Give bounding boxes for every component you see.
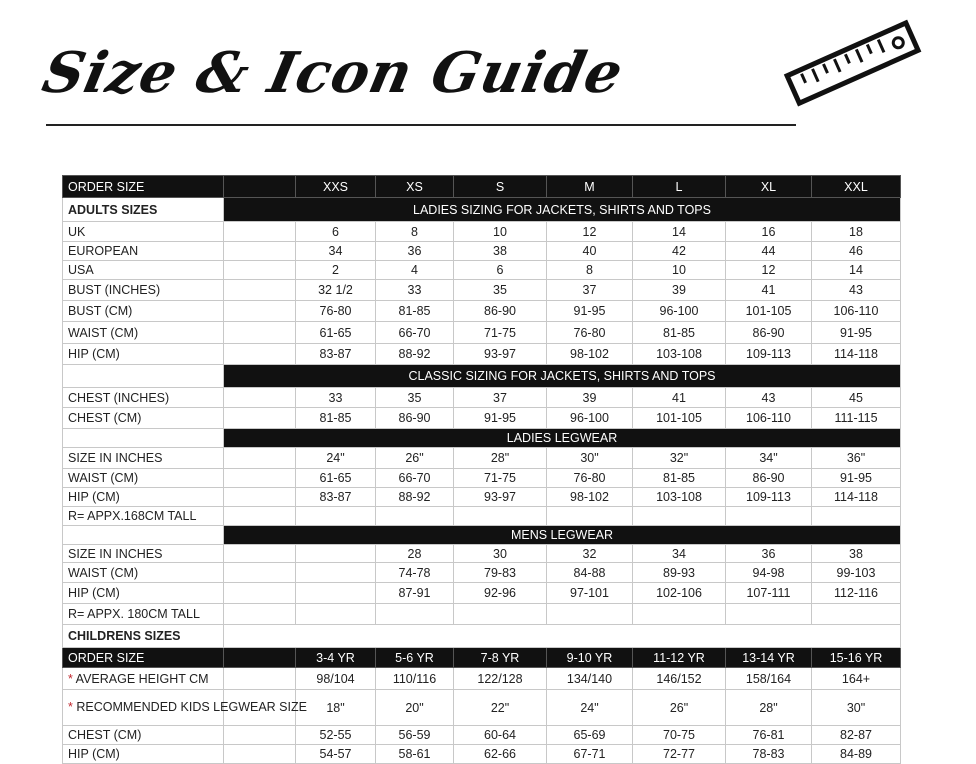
- value-cell: 88-92: [376, 344, 454, 365]
- value-cell: 8: [376, 222, 454, 242]
- table-row: [63, 322, 901, 344]
- row-label: [63, 690, 307, 726]
- value-cell: 109-113: [726, 344, 812, 365]
- value-cell: 41: [726, 280, 812, 301]
- value-cell: 93-97: [454, 344, 547, 365]
- value-cell: 107-111: [726, 583, 812, 604]
- section-band: CLASSIC SIZING FOR JACKETS, SHIRTS AND TOPS: [224, 365, 901, 388]
- table-row: [63, 448, 901, 469]
- size-header: XL: [726, 176, 812, 198]
- value-cell: [296, 545, 376, 563]
- ruler-icon: [778, 14, 928, 114]
- table-row: [63, 301, 901, 322]
- value-cell: 76-81: [726, 726, 812, 745]
- value-cell: 110/116: [376, 668, 454, 690]
- value-cell: 78-83: [726, 745, 812, 764]
- row-label: [63, 604, 224, 625]
- row-spacer: [224, 563, 296, 583]
- value-cell: 114-118: [812, 344, 901, 365]
- value-cell: [296, 563, 376, 583]
- value-cell: 91-95: [454, 408, 547, 429]
- table-row: [63, 222, 901, 242]
- value-cell: 32: [547, 545, 633, 563]
- row-label-text: CHEST (CM): [68, 411, 142, 425]
- row-spacer: [224, 726, 296, 745]
- row-label-text: CHEST (INCHES): [68, 390, 170, 405]
- row-label: [63, 280, 224, 301]
- row-label: [63, 408, 224, 429]
- size-header: 11-12 YR: [633, 648, 726, 668]
- value-cell: 35: [376, 388, 454, 408]
- table-row: [63, 469, 901, 488]
- value-cell: 66-70: [376, 469, 454, 488]
- value-cell: 12: [547, 222, 633, 242]
- table-row: [63, 507, 901, 526]
- value-cell: 101-105: [726, 301, 812, 322]
- row-label-text: BUST (INCHES): [68, 283, 161, 297]
- value-cell: [296, 604, 376, 625]
- value-cell: 34: [296, 242, 376, 261]
- row-label: [63, 301, 224, 322]
- value-cell: 20": [376, 690, 454, 726]
- value-cell: 91-95: [812, 322, 901, 344]
- size-header: 15-16 YR: [812, 648, 901, 668]
- value-cell: 28: [376, 545, 454, 563]
- value-cell: [454, 507, 547, 526]
- value-cell: 106-110: [726, 408, 812, 429]
- value-cell: 39: [547, 388, 633, 408]
- size-header: 3-4 YR: [296, 648, 376, 668]
- value-cell: 32": [633, 448, 726, 469]
- value-cell: 164+: [812, 668, 901, 690]
- value-cell: 96-100: [633, 301, 726, 322]
- value-cell: 10: [454, 222, 547, 242]
- value-cell: 71-75: [454, 469, 547, 488]
- value-cell: 28": [726, 690, 812, 726]
- value-cell: [454, 604, 547, 625]
- row-label: [63, 388, 224, 408]
- row-spacer: [224, 507, 296, 526]
- row-label-text: USA: [68, 263, 94, 277]
- table-row: [63, 526, 901, 545]
- order-size-label: ORDER SIZE: [63, 176, 224, 198]
- value-cell: 74-78: [376, 563, 454, 583]
- table-row: [63, 176, 901, 198]
- value-cell: 41: [633, 388, 726, 408]
- row-spacer: [224, 583, 296, 604]
- value-cell: 38: [454, 242, 547, 261]
- value-cell: 28": [454, 448, 547, 469]
- size-header: 7-8 YR: [454, 648, 547, 668]
- table-row: [63, 745, 901, 764]
- value-cell: 134/140: [547, 668, 633, 690]
- section-blank: [63, 429, 224, 448]
- value-cell: 44: [726, 242, 812, 261]
- table-row: [63, 726, 901, 745]
- table-row: [63, 365, 901, 388]
- value-cell: 60-64: [454, 726, 547, 745]
- row-spacer: [224, 388, 296, 408]
- table-row: [63, 604, 901, 625]
- value-cell: 91-95: [547, 301, 633, 322]
- value-cell: 81-85: [633, 322, 726, 344]
- value-cell: 37: [454, 388, 547, 408]
- value-cell: [633, 507, 726, 526]
- row-label: [63, 222, 224, 242]
- row-label: [63, 583, 224, 604]
- row-spacer: [224, 448, 296, 469]
- title-underline: [46, 124, 796, 126]
- table-row: [63, 280, 901, 301]
- row-spacer: [224, 301, 296, 322]
- value-cell: 43: [726, 388, 812, 408]
- row-label: [63, 545, 224, 563]
- value-cell: 26": [633, 690, 726, 726]
- value-cell: 111-115: [812, 408, 901, 429]
- section-heading: ADULTS SIZES: [63, 198, 224, 222]
- value-cell: 70-75: [633, 726, 726, 745]
- row-label-text: BUST (CM): [68, 304, 133, 318]
- asterisk-marker: *: [68, 700, 73, 714]
- value-cell: 30: [454, 545, 547, 563]
- value-cell: [376, 604, 454, 625]
- value-cell: 83-87: [296, 488, 376, 507]
- section-band: MENS LEGWEAR: [224, 526, 901, 545]
- size-header: S: [454, 176, 547, 198]
- value-cell: 34: [633, 545, 726, 563]
- row-spacer: [224, 604, 296, 625]
- value-cell: 65-69: [547, 726, 633, 745]
- value-cell: [726, 507, 812, 526]
- table-row: [63, 668, 901, 690]
- table-row: [63, 690, 901, 726]
- row-label-text: HIP (CM): [68, 586, 120, 600]
- value-cell: 71-75: [454, 322, 547, 344]
- value-cell: 83-87: [296, 344, 376, 365]
- value-cell: 98-102: [547, 344, 633, 365]
- value-cell: 30": [812, 690, 901, 726]
- value-cell: [812, 507, 901, 526]
- value-cell: 89-93: [633, 563, 726, 583]
- value-cell: 36: [376, 242, 454, 261]
- section-blank: [63, 526, 224, 545]
- asterisk-marker: *: [68, 671, 73, 686]
- value-cell: 114-118: [812, 488, 901, 507]
- section-blank: [63, 365, 224, 388]
- table-row: [63, 408, 901, 429]
- value-cell: 61-65: [296, 322, 376, 344]
- value-cell: [726, 604, 812, 625]
- value-cell: 92-96: [454, 583, 547, 604]
- row-spacer: [224, 469, 296, 488]
- value-cell: 45: [812, 388, 901, 408]
- value-cell: 103-108: [633, 344, 726, 365]
- value-cell: 46: [812, 242, 901, 261]
- row-label: [63, 322, 224, 344]
- value-cell: 96-100: [547, 408, 633, 429]
- value-cell: 94-98: [726, 563, 812, 583]
- value-cell: 86-90: [726, 322, 812, 344]
- value-cell: 99-103: [812, 563, 901, 583]
- value-cell: 62-66: [454, 745, 547, 764]
- row-label-text: R= APPX. 180CM TALL: [68, 607, 200, 621]
- value-cell: 122/128: [454, 668, 547, 690]
- value-cell: 102-106: [633, 583, 726, 604]
- value-cell: 76-80: [296, 301, 376, 322]
- row-spacer: [224, 242, 296, 261]
- value-cell: 12: [726, 261, 812, 280]
- table-row: [63, 388, 901, 408]
- value-cell: 158/164: [726, 668, 812, 690]
- value-cell: 146/152: [633, 668, 726, 690]
- row-label: [63, 469, 224, 488]
- value-cell: 112-116: [812, 583, 901, 604]
- section-band: LADIES SIZING FOR JACKETS, SHIRTS AND TOPS: [224, 198, 901, 222]
- value-cell: 106-110: [812, 301, 901, 322]
- size-header: L: [633, 176, 726, 198]
- value-cell: 87-91: [376, 583, 454, 604]
- value-cell: 101-105: [633, 408, 726, 429]
- value-cell: 14: [812, 261, 901, 280]
- value-cell: 79-83: [454, 563, 547, 583]
- row-spacer: [224, 408, 296, 429]
- value-cell: [296, 507, 376, 526]
- value-cell: 4: [376, 261, 454, 280]
- value-cell: 18: [812, 222, 901, 242]
- value-cell: 81-85: [296, 408, 376, 429]
- value-cell: 36": [812, 448, 901, 469]
- value-cell: 98/104: [296, 668, 376, 690]
- value-cell: 36: [726, 545, 812, 563]
- row-label: [63, 488, 224, 507]
- value-cell: 86-90: [376, 408, 454, 429]
- table-row: [63, 583, 901, 604]
- section-blank: [224, 625, 901, 648]
- value-cell: 76-80: [547, 469, 633, 488]
- value-cell: 72-77: [633, 745, 726, 764]
- size-header: XXL: [812, 176, 901, 198]
- table-row: [63, 344, 901, 365]
- value-cell: 30": [547, 448, 633, 469]
- row-label-text: UK: [68, 224, 86, 239]
- row-label-text: HIP (CM): [68, 490, 120, 504]
- row-label-text: HIP (CM): [68, 347, 120, 361]
- value-cell: 98-102: [547, 488, 633, 507]
- row-label: [63, 448, 224, 469]
- row-spacer: [224, 322, 296, 344]
- childrens-heading: CHILDRENS SIZES: [63, 625, 224, 648]
- value-cell: [547, 604, 633, 625]
- row-label-text: R= APPX.168CM TALL: [68, 509, 197, 523]
- value-cell: 86-90: [454, 301, 547, 322]
- row-label: [63, 344, 224, 365]
- table-row: [63, 625, 901, 648]
- value-cell: 6: [296, 222, 376, 242]
- row-label: [63, 668, 224, 690]
- size-header: 5-6 YR: [376, 648, 454, 668]
- row-label-text: RECOMMENDED KIDS LEGWEAR SIZE: [76, 700, 307, 714]
- value-cell: 8: [547, 261, 633, 280]
- value-cell: 22": [454, 690, 547, 726]
- size-header: M: [547, 176, 633, 198]
- row-spacer: [224, 280, 296, 301]
- value-cell: 10: [633, 261, 726, 280]
- value-cell: 86-90: [726, 469, 812, 488]
- row-label: [63, 507, 224, 526]
- value-cell: 38: [812, 545, 901, 563]
- row-spacer: [224, 488, 296, 507]
- table-row: [63, 198, 901, 222]
- value-cell: 103-108: [633, 488, 726, 507]
- value-cell: 2: [296, 261, 376, 280]
- header-spacer: [224, 176, 296, 198]
- value-cell: 81-85: [376, 301, 454, 322]
- table-row: [63, 242, 901, 261]
- row-label-text: WAIST (CM): [68, 565, 139, 580]
- value-cell: 88-92: [376, 488, 454, 507]
- size-header: 13-14 YR: [726, 648, 812, 668]
- row-spacer: [224, 745, 296, 764]
- section-band: LADIES LEGWEAR: [224, 429, 901, 448]
- value-cell: 93-97: [454, 488, 547, 507]
- value-cell: 82-87: [812, 726, 901, 745]
- value-cell: 26": [376, 448, 454, 469]
- value-cell: 76-80: [547, 322, 633, 344]
- value-cell: 16: [726, 222, 812, 242]
- value-cell: 39: [633, 280, 726, 301]
- row-label-text: AVERAGE HEIGHT CM: [75, 671, 209, 686]
- header-spacer: [224, 648, 296, 668]
- row-label: [63, 242, 224, 261]
- table-row: [63, 429, 901, 448]
- row-label: [63, 745, 224, 764]
- value-cell: 67-71: [547, 745, 633, 764]
- size-header: XXS: [296, 176, 376, 198]
- size-header: 9-10 YR: [547, 648, 633, 668]
- value-cell: 58-61: [376, 745, 454, 764]
- value-cell: 37: [547, 280, 633, 301]
- row-label: [63, 261, 224, 280]
- row-label-text: SIZE IN INCHES: [68, 451, 163, 465]
- row-spacer: [224, 668, 296, 690]
- value-cell: 34": [726, 448, 812, 469]
- size-guide-table: [62, 175, 901, 764]
- value-cell: 35: [454, 280, 547, 301]
- value-cell: 40: [547, 242, 633, 261]
- value-cell: [547, 507, 633, 526]
- value-cell: 56-59: [376, 726, 454, 745]
- row-label-text: HIP (CM): [68, 747, 120, 761]
- value-cell: [296, 583, 376, 604]
- row-spacer: [224, 545, 296, 563]
- table-row: [63, 563, 901, 583]
- value-cell: 18": [296, 690, 376, 726]
- value-cell: 84-88: [547, 563, 633, 583]
- row-label-text: WAIST (CM): [68, 471, 139, 485]
- value-cell: 14: [633, 222, 726, 242]
- value-cell: 54-57: [296, 745, 376, 764]
- row-spacer: [224, 344, 296, 365]
- value-cell: 33: [296, 388, 376, 408]
- table-row: [63, 648, 901, 668]
- value-cell: 61-65: [296, 469, 376, 488]
- value-cell: 81-85: [633, 469, 726, 488]
- value-cell: 6: [454, 261, 547, 280]
- row-label-text: EUROPEAN: [68, 244, 139, 258]
- row-label: [63, 726, 224, 745]
- order-size-label: ORDER SIZE: [63, 648, 224, 668]
- value-cell: 97-101: [547, 583, 633, 604]
- value-cell: 109-113: [726, 488, 812, 507]
- row-label: [63, 563, 224, 583]
- value-cell: 42: [633, 242, 726, 261]
- row-label-text: CHEST (CM): [68, 728, 142, 742]
- value-cell: 84-89: [812, 745, 901, 764]
- row-spacer: [224, 261, 296, 280]
- value-cell: 52-55: [296, 726, 376, 745]
- row-label-text: SIZE IN INCHES: [68, 546, 163, 561]
- table-row: [63, 261, 901, 280]
- value-cell: 33: [376, 280, 454, 301]
- size-header: XS: [376, 176, 454, 198]
- value-cell: 32 1/2: [296, 280, 376, 301]
- value-cell: 91-95: [812, 469, 901, 488]
- page-title: Size & Icon Guide: [36, 40, 630, 106]
- value-cell: 43: [812, 280, 901, 301]
- value-cell: [376, 507, 454, 526]
- value-cell: [812, 604, 901, 625]
- row-label-text: WAIST (CM): [68, 325, 139, 340]
- table-row: [63, 545, 901, 563]
- value-cell: 66-70: [376, 322, 454, 344]
- value-cell: 24": [547, 690, 633, 726]
- row-spacer: [224, 222, 296, 242]
- value-cell: [633, 604, 726, 625]
- table-row: [63, 488, 901, 507]
- value-cell: 24": [296, 448, 376, 469]
